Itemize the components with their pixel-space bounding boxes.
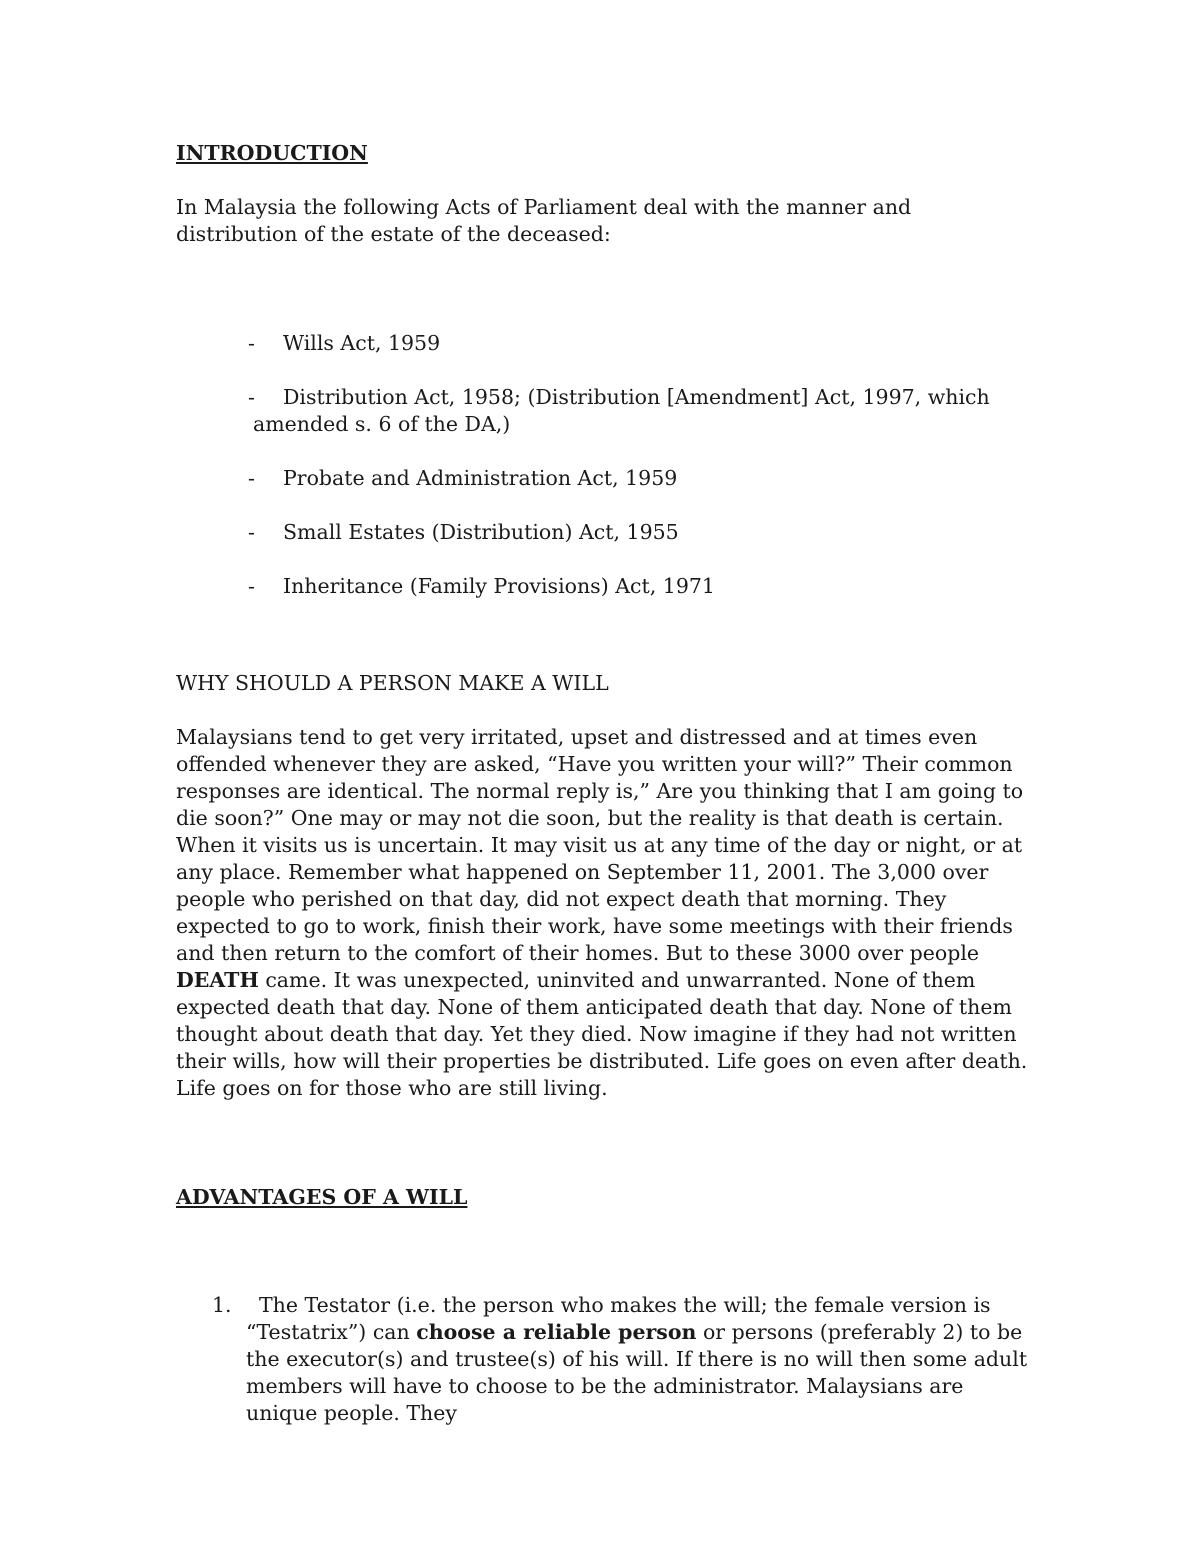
advantages-list (176, 1292, 1036, 1427)
document-body (176, 140, 1036, 1427)
advantage-text-part-1: The Testator (i.e. the person who makes the will; the female version is “Testatrix”) can (246, 1293, 991, 1344)
list-dash: - (248, 574, 255, 598)
acts-list-item (176, 573, 1036, 600)
death-emphasis: DEATH (176, 968, 259, 992)
why-paragraph (176, 724, 1036, 1102)
list-dash: - (248, 466, 255, 490)
list-number: 1. (212, 1293, 232, 1317)
list-dash: - (248, 520, 255, 544)
act-title: Wills Act, 1959 (283, 331, 441, 355)
act-title: Inheritance (Family Provisions) Act, 1971 (283, 574, 715, 598)
introduction-heading: INTRODUCTION (176, 141, 368, 165)
why-heading: WHY SHOULD A PERSON MAKE A WILL (176, 671, 609, 695)
act-title-continuation: amended s. 6 of the DA,) (253, 412, 511, 436)
act-title: Small Estates (Distribution) Act, 1955 (283, 520, 679, 544)
advantage-emphasis: choose a reliable person (416, 1320, 697, 1344)
advantages-list-item (176, 1292, 1036, 1427)
advantages-heading: ADVANTAGES OF A WILL (176, 1185, 468, 1209)
why-text-part-2: came. It was unexpected, uninvited and unwarranted. None of them expected death that day. None of them anticipated death that day. None of them thought about death that day. Yet they died. Now imagine if they had not written their wills, how will their properties be distributed. Life goes on even after death. Life goes on for those who are still living. (176, 968, 1028, 1100)
acts-list (176, 330, 1036, 600)
acts-list-item (176, 384, 1036, 438)
advantage-text (246, 1293, 1027, 1425)
list-dash: - (248, 331, 255, 355)
acts-list-item (176, 519, 1036, 546)
acts-list-item (176, 465, 1036, 492)
introduction-paragraph: In Malaysia the following Acts of Parliament deal with the manner and distribution of the estate of the deceased: (176, 195, 912, 246)
list-dash: - (248, 385, 255, 409)
advantage-text-part-2: or persons (preferably 2) to be the executor(s) and trustee(s) of his will. If there is no will then some adult members will have to choose to be the administrator. Malaysians are unique people. They (246, 1320, 1028, 1425)
act-title: Probate and Administration Act, 1959 (283, 466, 678, 490)
act-title: Distribution Act, 1958; (Distribution [Amendment] Act, 1997, which (283, 385, 990, 409)
why-text-part-1: Malaysians tend to get very irritated, upset and distressed and at times even offended whenever they are asked, “Have you written your will?” Their common responses are identical. The normal reply is,” Are you thinking that I am going to die soon?” One may or may not die soon, but the reality is that death is certain. When it visits us is uncertain. It may visit us at any time of the day or night, or at any place. Remember what happened on September 11, 2001. The 3,000 over people who perished on that day, did not expect death that morning. They expected to go to work, finish their work, have some meetings with their friends and then return to the comfort of their homes. But to these 3000 over people (176, 725, 1024, 965)
acts-list-item (176, 330, 1036, 357)
